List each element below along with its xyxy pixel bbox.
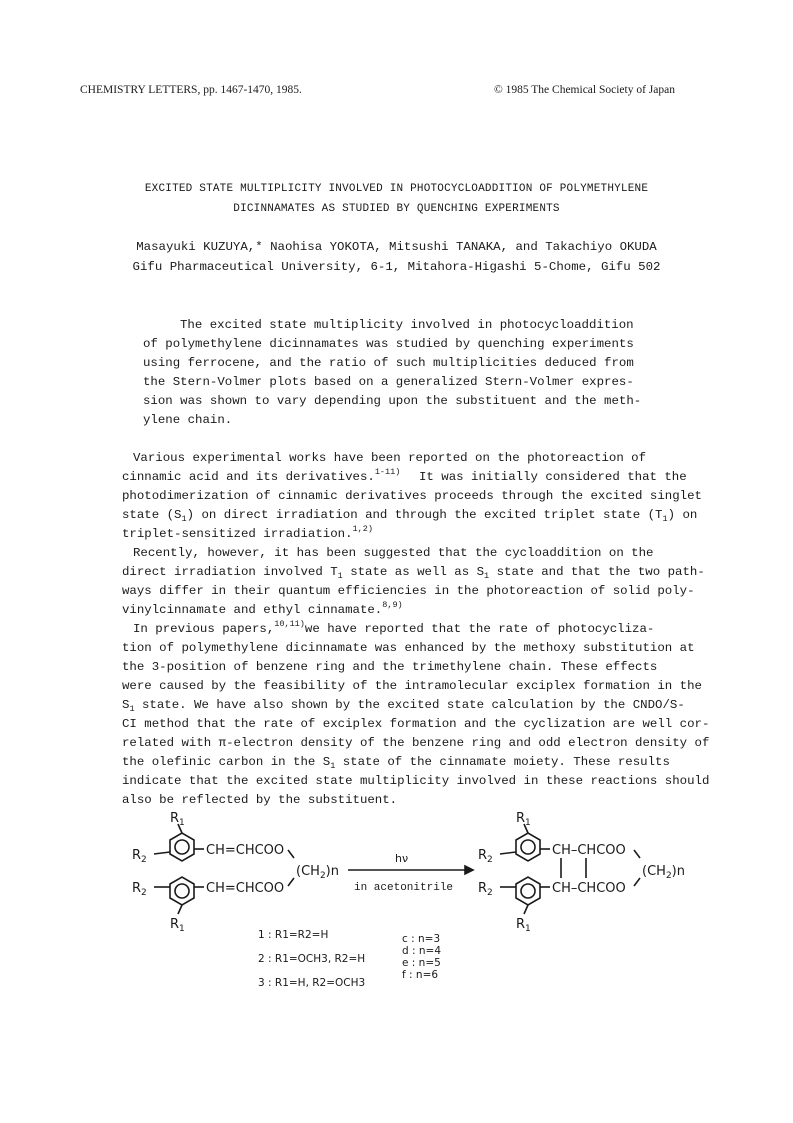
- benzene-ring-circle: [521, 884, 535, 898]
- benzene-ring-circle: [175, 884, 189, 898]
- body-line: triplet-sensitized irradiation.$^{1,2)}$: [122, 524, 373, 541]
- compound-2-definition: 2 : R1=OCH3, R2=H: [258, 953, 366, 965]
- citation-ref: 1-11): [374, 467, 401, 477]
- abstract-line: of polymethylene dicinnamates was studied by quenching experiments: [143, 337, 634, 351]
- paper-title-line-1: EXCITED STATE MULTIPLICITY INVOLVED IN PHOTOCYCLOADDITION OF POLYMETHYLENE: [144, 183, 649, 195]
- cyclobutane-chain: CH–CHCOO: [552, 881, 626, 896]
- body-line: photodimerization of cinnamic derivatives proceeds through the excited singlet: [122, 489, 702, 503]
- body-line: $S_1$ state. We have also shown by the excited state calculation by the CNDO/S-: [122, 698, 685, 714]
- cyclobutane-chain: CH–CHCOO: [552, 843, 626, 858]
- chain-e-definition: e : n=5: [402, 957, 441, 969]
- substituent-r2: $R_2$: [132, 881, 147, 898]
- compound-3-definition: 3 : R1=H, R2=OCH3: [258, 977, 366, 989]
- benzene-ring-circle: [175, 840, 189, 854]
- body-line: Various experimental works have been reported on the photoreaction of: [133, 451, 647, 465]
- body-line: Recently, however, it has been suggested that the cycloaddition on the: [133, 546, 654, 560]
- chain-d-definition: d : n=4: [402, 945, 442, 957]
- body-line: related with π-electron density of the benzene ring and odd electron density of: [122, 736, 710, 750]
- body-line: ways differ in their quantum efficiencies in the photoreaction of solid poly-: [122, 584, 695, 598]
- body-line: the olefinic carbon in the $S_1$ state of the cinnamate moiety. These results: [122, 755, 670, 771]
- vinyl-ester-chain: CH=CHCOO: [206, 843, 285, 858]
- body-line: also be reflected by the substituent.: [122, 793, 398, 807]
- substituent-r1: $R_1$: [170, 917, 185, 934]
- abstract-line: sion was shown to vary depending upon the substituent and the meth-: [143, 394, 642, 408]
- body-line: In previous papers,$^{10,11)}$we have reported that the rate of photocycliza-: [133, 619, 655, 636]
- substituent-r1: $R_1$: [170, 812, 185, 828]
- substituent-r1: $R_1$: [516, 917, 531, 934]
- citation-ref: 1,2): [352, 524, 373, 534]
- body-line: direct irradiation involved $T_1$ state as well as $S_1$ state and that the two path-: [122, 565, 705, 581]
- reaction-scheme: [120, 812, 700, 1002]
- abstract-line: using ferrocene, and the ratio of such multiplicities deduced from: [143, 356, 634, 370]
- body-line: indicate that the excited state multiplicity involved in these reactions should: [122, 774, 710, 788]
- author-list: Masayuki KUZUYA,* Naohisa YOKOTA, Mitsushi TANAKA, and Takachiyo OKUDA: [136, 240, 657, 254]
- methylene-chain: $(CH_2)n$: [296, 864, 339, 881]
- benzene-ring: [170, 833, 194, 861]
- substituent-r2: $R_2$: [478, 848, 493, 865]
- body-line: It was initially considered that the: [419, 470, 687, 484]
- author-affiliation: Gifu Pharmaceutical University, 6-1, Mitahora-Higashi 5-Chome, Gifu 502: [132, 260, 661, 274]
- benzene-ring-circle: [521, 840, 535, 854]
- benzene-ring: [170, 877, 194, 905]
- benzene-ring: [516, 877, 540, 905]
- substituent-r1: $R_1$: [516, 812, 531, 828]
- benzene-ring: [516, 833, 540, 861]
- substituent-r2: $R_2$: [132, 848, 147, 865]
- chain-c-definition: c : n=3: [402, 933, 441, 945]
- abstract-line: ylene chain.: [143, 413, 233, 427]
- vinyl-ester-chain: CH=CHCOO: [206, 881, 285, 896]
- chain-f-definition: f : n=6: [402, 969, 439, 981]
- substituent-r2: $R_2$: [478, 881, 493, 898]
- copyright-notice: © 1985 The Chemical Society of Japan: [494, 84, 675, 96]
- body-line: the 3-position of benzene ring and the trimethylene chain. These effects: [122, 660, 658, 674]
- solvent-label: in acetonitrile: [354, 882, 454, 894]
- compound-1-definition: 1 : R1=R2=H: [258, 929, 329, 941]
- citation-ref: 10,11): [274, 619, 305, 629]
- irradiation-label: hν: [395, 852, 409, 865]
- methylene-chain: $(CH_2)n$: [642, 864, 685, 881]
- body-line: cinnamic acid and its derivatives.$^{1-11)}$: [122, 467, 401, 484]
- arrow-head: [465, 866, 473, 874]
- paper-title-line-2: DICINNAMATES AS STUDIED BY QUENCHING EXPERIMENTS: [233, 203, 560, 215]
- journal-citation: CHEMISTRY LETTERS, pp. 1467-1470, 1985.: [80, 84, 302, 96]
- body-line: tion of polymethylene dicinnamate was enhanced by the methoxy substitution at: [122, 641, 695, 655]
- body-line: were caused by the feasibility of the intramolecular exciplex formation in the: [122, 679, 702, 693]
- body-line: state $(S_1)$ on direct irradiation and through the excited triplet state $(T_1)$ on: [122, 508, 698, 524]
- citation-ref: 8,9): [382, 600, 403, 610]
- body-line: vinylcinnamate and ethyl cinnamate.$^{8,9)}$: [122, 600, 403, 617]
- body-line: CI method that the rate of exciplex formation and the cyclization are well cor-: [122, 717, 710, 731]
- abstract-line: The excited state multiplicity involved in photocycloaddition: [180, 318, 634, 332]
- abstract-line: the Stern-Volmer plots based on a generalized Stern-Volmer expres-: [143, 375, 634, 389]
